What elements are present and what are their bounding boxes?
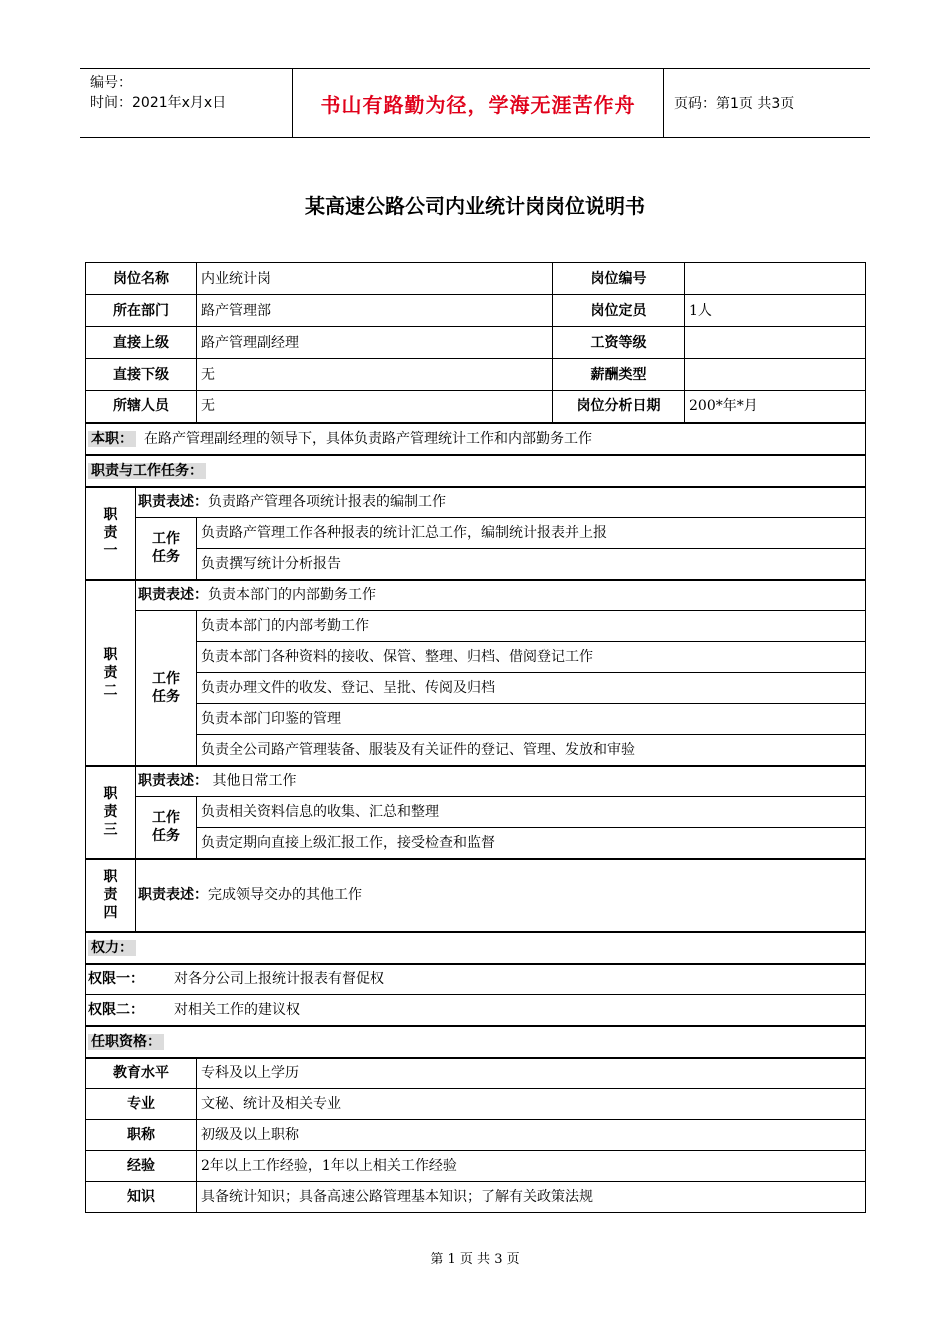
duty-task: 负责本部门印鉴的管理 [197,704,866,735]
duty-task: 负责本部门的内部考勤工作 [197,611,866,642]
doc-time: 时间：2021年x月x日 [90,95,227,111]
duty-task-row [86,642,866,673]
qualification-row [86,1089,866,1120]
duty-desc-text: 完成领导交办的其他工作 [208,887,362,903]
duty-summary-label [88,431,136,447]
info-row [86,327,866,359]
duty-desc-text: 负责路产管理各项统计报表的编制工作 [208,494,446,511]
duty-task: 负责办理文件的收发、登记、呈批、传阅及归档 [197,673,866,704]
info-value [685,359,866,391]
authority-item [86,995,866,1026]
duty-name-char: 四 [103,905,118,921]
qualification-row [86,1151,866,1182]
qualification-item-text: 文秘、统计及相关专业 [197,1089,866,1120]
duty-task-row [86,549,866,580]
task-label-char: 工作 [152,670,180,687]
responsibilities-header-row [86,455,866,487]
page-header [80,68,870,138]
document-title: 某高速公路公司内业统计岗岗位说明书 [305,194,645,218]
duty-name-char: 三 [103,822,118,838]
duty-task-row [86,797,866,828]
qualification-row [86,1058,866,1089]
qualification-row [86,1120,866,1151]
header-left [80,69,292,137]
info-label: 岗位编号 [553,263,685,295]
info-row [86,263,866,295]
task-label [136,518,197,580]
task-label-char: 工作 [152,810,180,827]
qualification-label: 任职资格： [88,1034,164,1050]
authority-item-text: 对相关工作的建议权 [174,1001,300,1018]
info-label: 所在部门 [86,295,197,327]
duty-task: 负责定期向直接上级汇报工作，接受检查和监督 [197,828,866,859]
duty-task: 负责相关资料信息的收集、汇总和整理 [197,797,866,828]
duty-task-row [86,518,866,549]
qualification-item-label: 经验 [86,1151,197,1182]
duty-name-char: 职 [103,786,118,802]
authority-row [86,995,866,1026]
authority-item-label: 权限一： [88,971,144,988]
info-label: 工资等级 [553,327,685,359]
info-label: 岗位分析日期 [553,391,685,423]
info-label: 岗位名称 [86,263,197,295]
duty-desc [136,487,866,518]
job-description-table [85,262,866,1213]
duty-summary-label-text: 本职： [91,430,133,447]
qualification-row [86,1182,866,1213]
info-value: 1人 [685,295,866,327]
duty-summary [86,423,866,455]
duty-desc-label: 职责表述： [138,494,208,511]
authority-label: 权力： [88,940,136,956]
duty-desc [136,859,866,932]
authority-item [86,964,866,995]
qualification-item-text: 具备统计知识；具备高速公路管理基本知识；了解有关政策法规 [197,1182,866,1213]
duty-desc [136,766,866,797]
duty-desc-row [86,766,866,797]
qualification-header-row [86,1026,866,1058]
duty-desc-row [86,859,866,932]
duty-desc-text: 其他日常工作 [208,773,297,790]
duty-name-char: 职 [103,869,118,885]
info-label: 直接上级 [86,327,197,359]
duty-task-row [86,828,866,859]
info-row [86,391,866,423]
task-label [136,797,197,859]
task-label-char: 任务 [152,688,180,705]
header-motto: 书山有路勤为径，学海无涯苦作舟 [292,69,664,137]
authority-header-row [86,932,866,964]
duty-name-char: 一 [103,543,118,559]
duty-name-char: 职 [103,646,118,663]
task-label [136,611,197,766]
responsibilities-header [86,455,866,487]
duty-name-char: 责 [103,525,118,541]
duty-desc-row [86,580,866,611]
duty-task: 负责路产管理工作各种报表的统计汇总工作，编制统计报表并上报 [197,518,866,549]
qualification-item-text: 专科及以上学历 [197,1058,866,1089]
info-value [685,327,866,359]
qualification-item-text: 初级及以上职称 [197,1120,866,1151]
duty-desc [136,580,866,611]
duty-name [86,766,136,859]
info-value: 路产管理副经理 [197,327,553,359]
duty-task: 负责全公司路产管理装备、服装及有关证件的登记、管理、发放和审验 [197,735,866,766]
duty-task-row [86,704,866,735]
duty-desc-row [86,487,866,518]
qualification-item-label: 专业 [86,1089,197,1120]
duty-task-row [86,673,866,704]
page-footer: 第 1 页 共 3 页 [430,1252,520,1267]
info-value: 内业统计岗 [197,263,553,295]
duty-task: 负责撰写统计分析报告 [197,549,866,580]
duty-name-char: 职 [103,507,118,523]
duty-name [86,859,136,932]
task-label-char: 任务 [152,828,180,845]
info-label: 直接下级 [86,359,197,391]
info-value: 无 [197,359,553,391]
authority-row [86,964,866,995]
info-label: 岗位定员 [553,295,685,327]
duty-name-char: 责 [103,804,118,820]
duty-name-char: 责 [103,887,118,903]
authority-item-label: 权限二： [88,1001,144,1018]
duty-desc-label: 职责表述： [138,887,208,903]
duty-name-char: 责 [103,664,118,681]
authority-header [86,932,866,964]
duty-task-row [86,735,866,766]
header-page-info: 页码：第1页 共3页 [674,96,795,112]
task-label-char: 工作 [152,531,180,548]
duty-name [86,580,136,766]
info-value [685,263,866,295]
task-label-char: 任务 [152,549,180,566]
info-label: 所辖人员 [86,391,197,423]
info-row [86,359,866,391]
duty-desc-label: 职责表述： [138,773,208,790]
doc-number: 编号： [90,75,132,91]
qualification-item-label: 职称 [86,1120,197,1151]
qualification-header [86,1026,866,1058]
responsibilities-label: 职责与工作任务： [88,463,206,479]
qualification-item-label: 教育水平 [86,1058,197,1089]
duty-desc-text: 负责本部门的内部勤务工作 [208,587,376,604]
authority-item-text: 对各分公司上报统计报表有督促权 [174,971,384,988]
duty-name [86,487,136,580]
info-value: 无 [197,391,553,423]
duty-name-char: 二 [103,682,118,699]
duty-summary-text: 在路产管理副经理的领导下，具体负责路产管理统计工作和内部勤务工作 [144,430,592,447]
duty-task: 负责本部门各种资料的接收、保管、整理、归档、借阅登记工作 [197,642,866,673]
duty-task-row [86,611,866,642]
info-value: 路产管理部 [197,295,553,327]
qualification-item-label: 知识 [86,1182,197,1213]
duty-summary-row [86,423,866,455]
info-value: 200*年*月 [685,391,866,423]
info-label: 薪酬类型 [553,359,685,391]
info-row [86,295,866,327]
duty-desc-label: 职责表述： [138,587,208,604]
qualification-item-text: 2年以上工作经验，1年以上相关工作经验 [197,1151,866,1182]
